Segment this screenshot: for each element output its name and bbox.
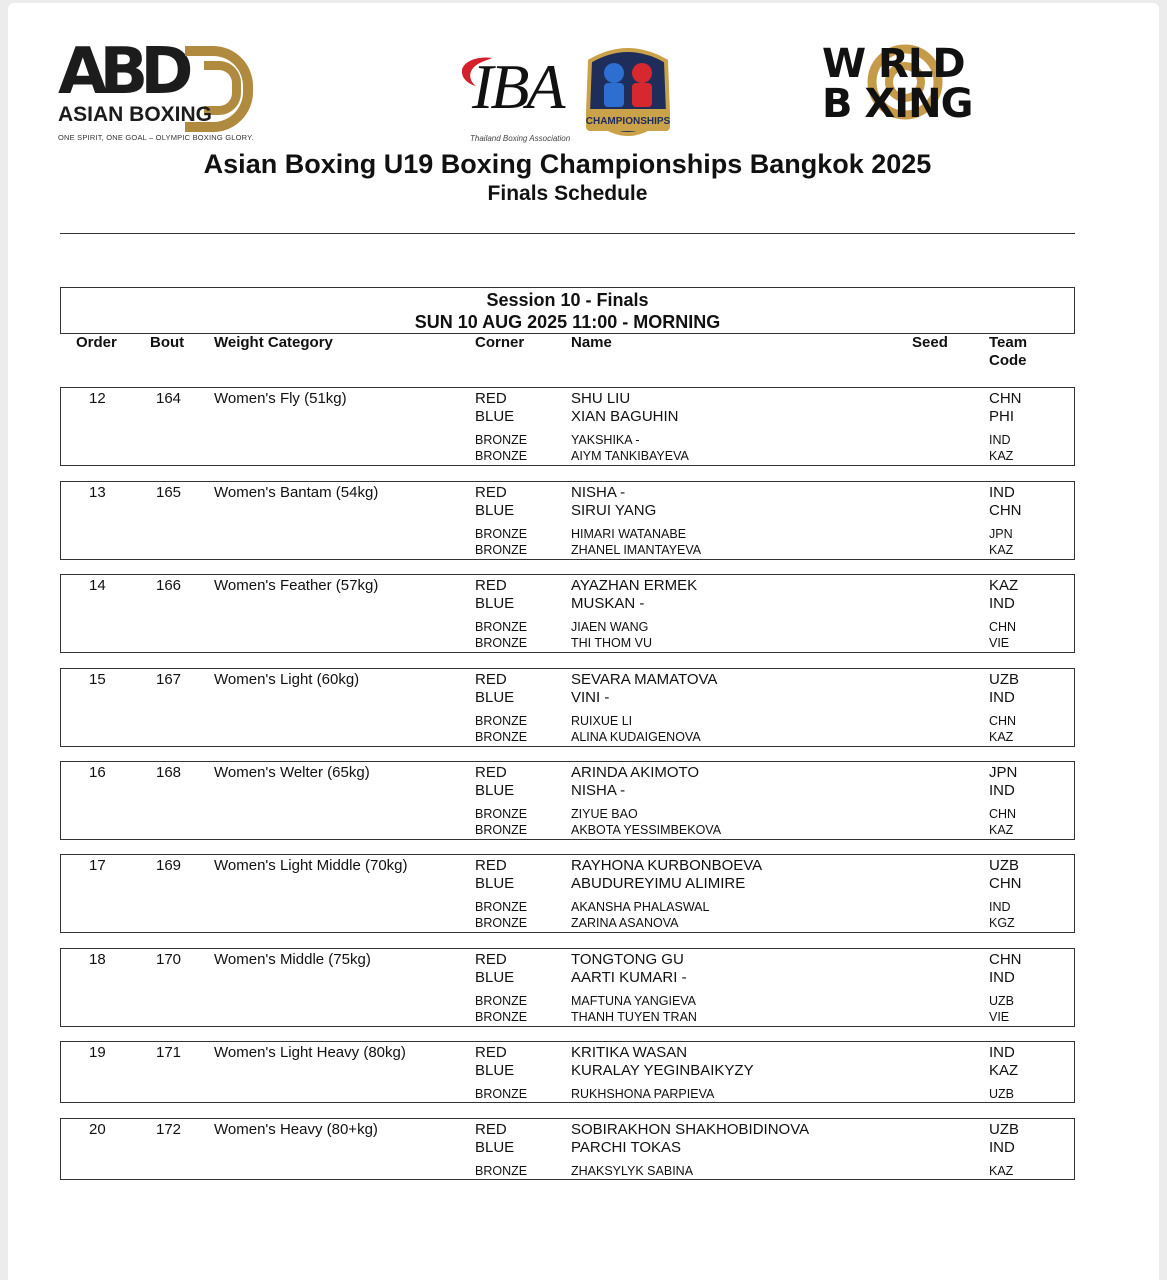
team-code-bronze: KAZ [989,1164,1014,1178]
corner-blue: BLUE [475,689,515,706]
corner-blue: BLUE [475,408,515,425]
boxer-name-blue: VINI - [571,689,610,706]
team-code-bronze: CHN [989,714,1017,728]
corner-blue: BLUE [475,595,515,612]
corner-red: RED [475,390,507,407]
team-code-bronze: UZB [989,1087,1014,1101]
session-box [60,287,1075,334]
boxer-name-bronze: ZIYUE BAO [571,807,638,821]
asian-boxing-tagline: ONE SPIRIT, ONE GOAL – OLYMPIC BOXING GLORY. [58,133,254,142]
bout-order: 13 [89,484,106,501]
boxer-name-red: NISHA - [571,484,626,501]
team-code-bronze: KAZ [989,823,1014,837]
team-code-bronze: VIE [989,1010,1010,1024]
bout-row [60,387,1075,466]
corner-bronze: BRONZE [475,1010,528,1024]
boxer-name-red: AYAZHAN ERMEK [571,577,698,594]
team-code-red: JPN [989,764,1018,781]
boxer-name-bronze: ZHAKSYLYK SABINA [571,1164,694,1178]
corner-bronze: BRONZE [475,636,528,650]
boxer-name-blue: SIRUI YANG [571,502,657,519]
boxer-name-bronze: ALINA KUDAIGENOVA [571,730,701,744]
team-code-red: UZB [989,857,1019,874]
bout-order: 12 [89,390,106,407]
bout-number: 166 [156,577,182,594]
boxer-name-bronze: AKANSHA PHALASWAL [571,900,710,914]
corner-bronze: BRONZE [475,1164,528,1178]
bout-order: 20 [89,1121,106,1138]
col-header-name: Name [571,334,612,351]
bout-number: 170 [156,951,182,968]
iba-wordmark: IBA [472,51,563,122]
team-code-bronze: UZB [989,994,1014,1008]
weight-category: Women's Light Heavy (80kg) [214,1044,406,1061]
corner-bronze: BRONZE [475,449,528,463]
corner-red: RED [475,671,507,688]
corner-bronze: BRONZE [475,620,528,634]
abd-logo-mark: ABD [58,40,186,104]
corner-bronze: BRONZE [475,527,528,541]
corner-bronze: BRONZE [475,916,528,930]
bout-order: 14 [89,577,106,594]
team-code-bronze: CHN [989,807,1017,821]
boxer-name-bronze: MAFTUNA YANGIEVA [571,994,697,1008]
iba-logo [452,50,577,150]
boxer-name-bronze: THANH TUYEN TRAN [571,1010,697,1024]
session-datetime: SUN 10 AUG 2025 11:00 - MORNING [414,312,721,332]
corner-red: RED [475,857,507,874]
team-code-bronze: KAZ [989,730,1014,744]
team-code-blue: IND [989,782,1015,799]
boxer-name-blue: AARTI KUMARI - [571,969,687,986]
col-header-corner: Corner [475,334,525,351]
boxer-name-bronze: RUKHSHONA PARPIEVA [571,1087,715,1101]
team-code-blue: PHI [989,408,1015,425]
team-code-bronze: IND [989,433,1011,447]
team-code-bronze: IND [989,900,1011,914]
boxer-name-bronze: THI THOM VU [571,636,653,650]
corner-bronze: BRONZE [475,807,528,821]
session-name: Session 10 - Finals [486,290,649,310]
team-code-bronze: KGZ [989,916,1015,930]
document-title: Asian Boxing U19 Boxing Championships Bangkok 2025 [203,149,932,179]
corner-bronze: BRONZE [475,730,528,744]
col-header-bout: Bout [150,334,185,351]
bout-order: 16 [89,764,106,781]
boxer-name-red: TONGTONG GU [571,951,684,968]
bout-order: 19 [89,1044,106,1061]
bout-row [60,948,1075,1027]
bout-row [60,854,1075,933]
boxers-badge-icon [580,43,676,151]
world-boxing-line1: W RLD [822,41,965,87]
bout-row [60,761,1075,840]
corner-red: RED [475,1121,507,1138]
boxer-name-bronze: AIYM TANKIBAYEVA [571,449,689,463]
corner-bronze: BRONZE [475,543,528,557]
team-code-bronze: JPN [989,527,1013,541]
boxer-name-bronze: JIAEN WANG [571,620,649,634]
bout-number: 172 [156,1121,182,1138]
team-code-red: UZB [989,1121,1019,1138]
team-code-blue: KAZ [989,1062,1019,1079]
corner-bronze: BRONZE [475,900,528,914]
weight-category: Women's Fly (51kg) [214,390,347,407]
bout-number: 169 [156,857,182,874]
bout-number: 164 [156,390,182,407]
team-code-bronze: VIE [989,636,1010,650]
team-code-blue: CHN [989,875,1022,892]
weight-category: Women's Welter (65kg) [214,764,370,781]
weight-category: Women's Heavy (80+kg) [214,1121,378,1138]
championships-badge [580,43,676,151]
team-code-blue: CHN [989,502,1022,519]
weight-category: Women's Middle (75kg) [214,951,371,968]
world-boxing-line2: B XING [822,81,973,127]
corner-blue: BLUE [475,1139,515,1156]
boxer-name-bronze: ZHANEL IMANTAYEVA [571,543,702,557]
team-code-red: IND [989,1044,1015,1061]
corner-red: RED [475,951,507,968]
bout-row [60,481,1075,560]
col-header-code: Code [989,352,1027,369]
bout-order: 15 [89,671,106,688]
bout-row [60,1041,1075,1103]
boxer-name-blue: PARCHI TOKAS [571,1139,682,1156]
boxer-name-red: ARINDA AKIMOTO [571,764,700,781]
corner-bronze: BRONZE [475,994,528,1008]
team-code-blue: IND [989,969,1015,986]
bout-row [60,574,1075,653]
corner-blue: BLUE [475,875,515,892]
weight-category: Women's Light (60kg) [214,671,360,688]
col-header-weight: Weight Category [214,334,333,351]
boxer-name-bronze: HIMARI WATANABE [571,527,687,541]
boxer-name-blue: NISHA - [571,782,626,799]
corner-red: RED [475,1044,507,1061]
team-code-bronze: KAZ [989,449,1014,463]
corner-red: RED [475,577,507,594]
bout-row [60,1118,1075,1180]
boxer-name-blue: KURALAY YEGINBAIKYZY [571,1062,754,1079]
boxer-name-red: RAYHONA KURBONBOEVA [571,857,763,874]
boxer-name-blue: XIAN BAGUHIN [571,408,679,425]
team-code-blue: IND [989,689,1015,706]
weight-category: Women's Bantam (54kg) [214,484,379,501]
team-code-red: CHN [989,951,1022,968]
document-subtitle: Finals Schedule [487,182,648,205]
corner-red: RED [475,484,507,501]
col-header-team: Team [989,334,1028,351]
badge-text: CHAMPIONSHIPS [585,116,671,127]
bout-number: 167 [156,671,182,688]
boxer-name-bronze: YAKSHIKA - [571,433,640,447]
team-code-red: IND [989,484,1015,501]
bout-number: 171 [156,1044,182,1061]
team-code-blue: IND [989,1139,1015,1156]
boxer-name-blue: MUSKAN - [571,595,645,612]
corner-blue: BLUE [475,782,515,799]
col-header-team-code [989,334,1027,370]
corner-bronze: BRONZE [475,1087,528,1101]
boxer-name-red: KRITIKA WASAN [571,1044,688,1061]
team-code-red: CHN [989,390,1022,407]
team-code-bronze: CHN [989,620,1017,634]
corner-red: RED [475,764,507,781]
corner-blue: BLUE [475,502,515,519]
boxer-name-red: SEVARA MAMATOVA [571,671,718,688]
bout-number: 168 [156,764,182,781]
iba-subtitle: Thailand Boxing Association [470,134,571,143]
bout-number: 165 [156,484,182,501]
boxer-name-blue: ABUDUREYIMU ALIMIRE [571,875,746,892]
weight-category: Women's Light Middle (70kg) [214,857,408,874]
corner-bronze: BRONZE [475,433,528,447]
boxer-name-red: SHU LIU [571,390,631,407]
team-code-red: KAZ [989,577,1019,594]
corner-bronze: BRONZE [475,714,528,728]
boxer-name-bronze: AKBOTA YESSIMBEKOVA [571,823,722,837]
team-code-blue: IND [989,595,1015,612]
bout-order: 17 [89,857,106,874]
bout-row [60,668,1075,747]
bout-order: 18 [89,951,106,968]
asian-boxing-logo [58,40,298,150]
team-code-bronze: KAZ [989,543,1014,557]
corner-blue: BLUE [475,1062,515,1079]
corner-blue: BLUE [475,969,515,986]
col-header-seed: Seed [912,334,948,351]
boxer-name-red: SOBIRAKHON SHAKHOBIDINOVA [571,1121,810,1138]
boxer-name-bronze: ZARINA ASANOVA [571,916,679,930]
weight-category: Women's Feather (57kg) [214,577,379,594]
col-header-order: Order [76,334,117,351]
corner-bronze: BRONZE [475,823,528,837]
boxer-name-bronze: RUIXUE LI [571,714,633,728]
team-code-red: UZB [989,671,1019,688]
asian-boxing-wordmark: ASIAN BOXING [58,103,213,126]
title-divider [60,233,1075,234]
world-boxing-logo [822,40,1082,130]
